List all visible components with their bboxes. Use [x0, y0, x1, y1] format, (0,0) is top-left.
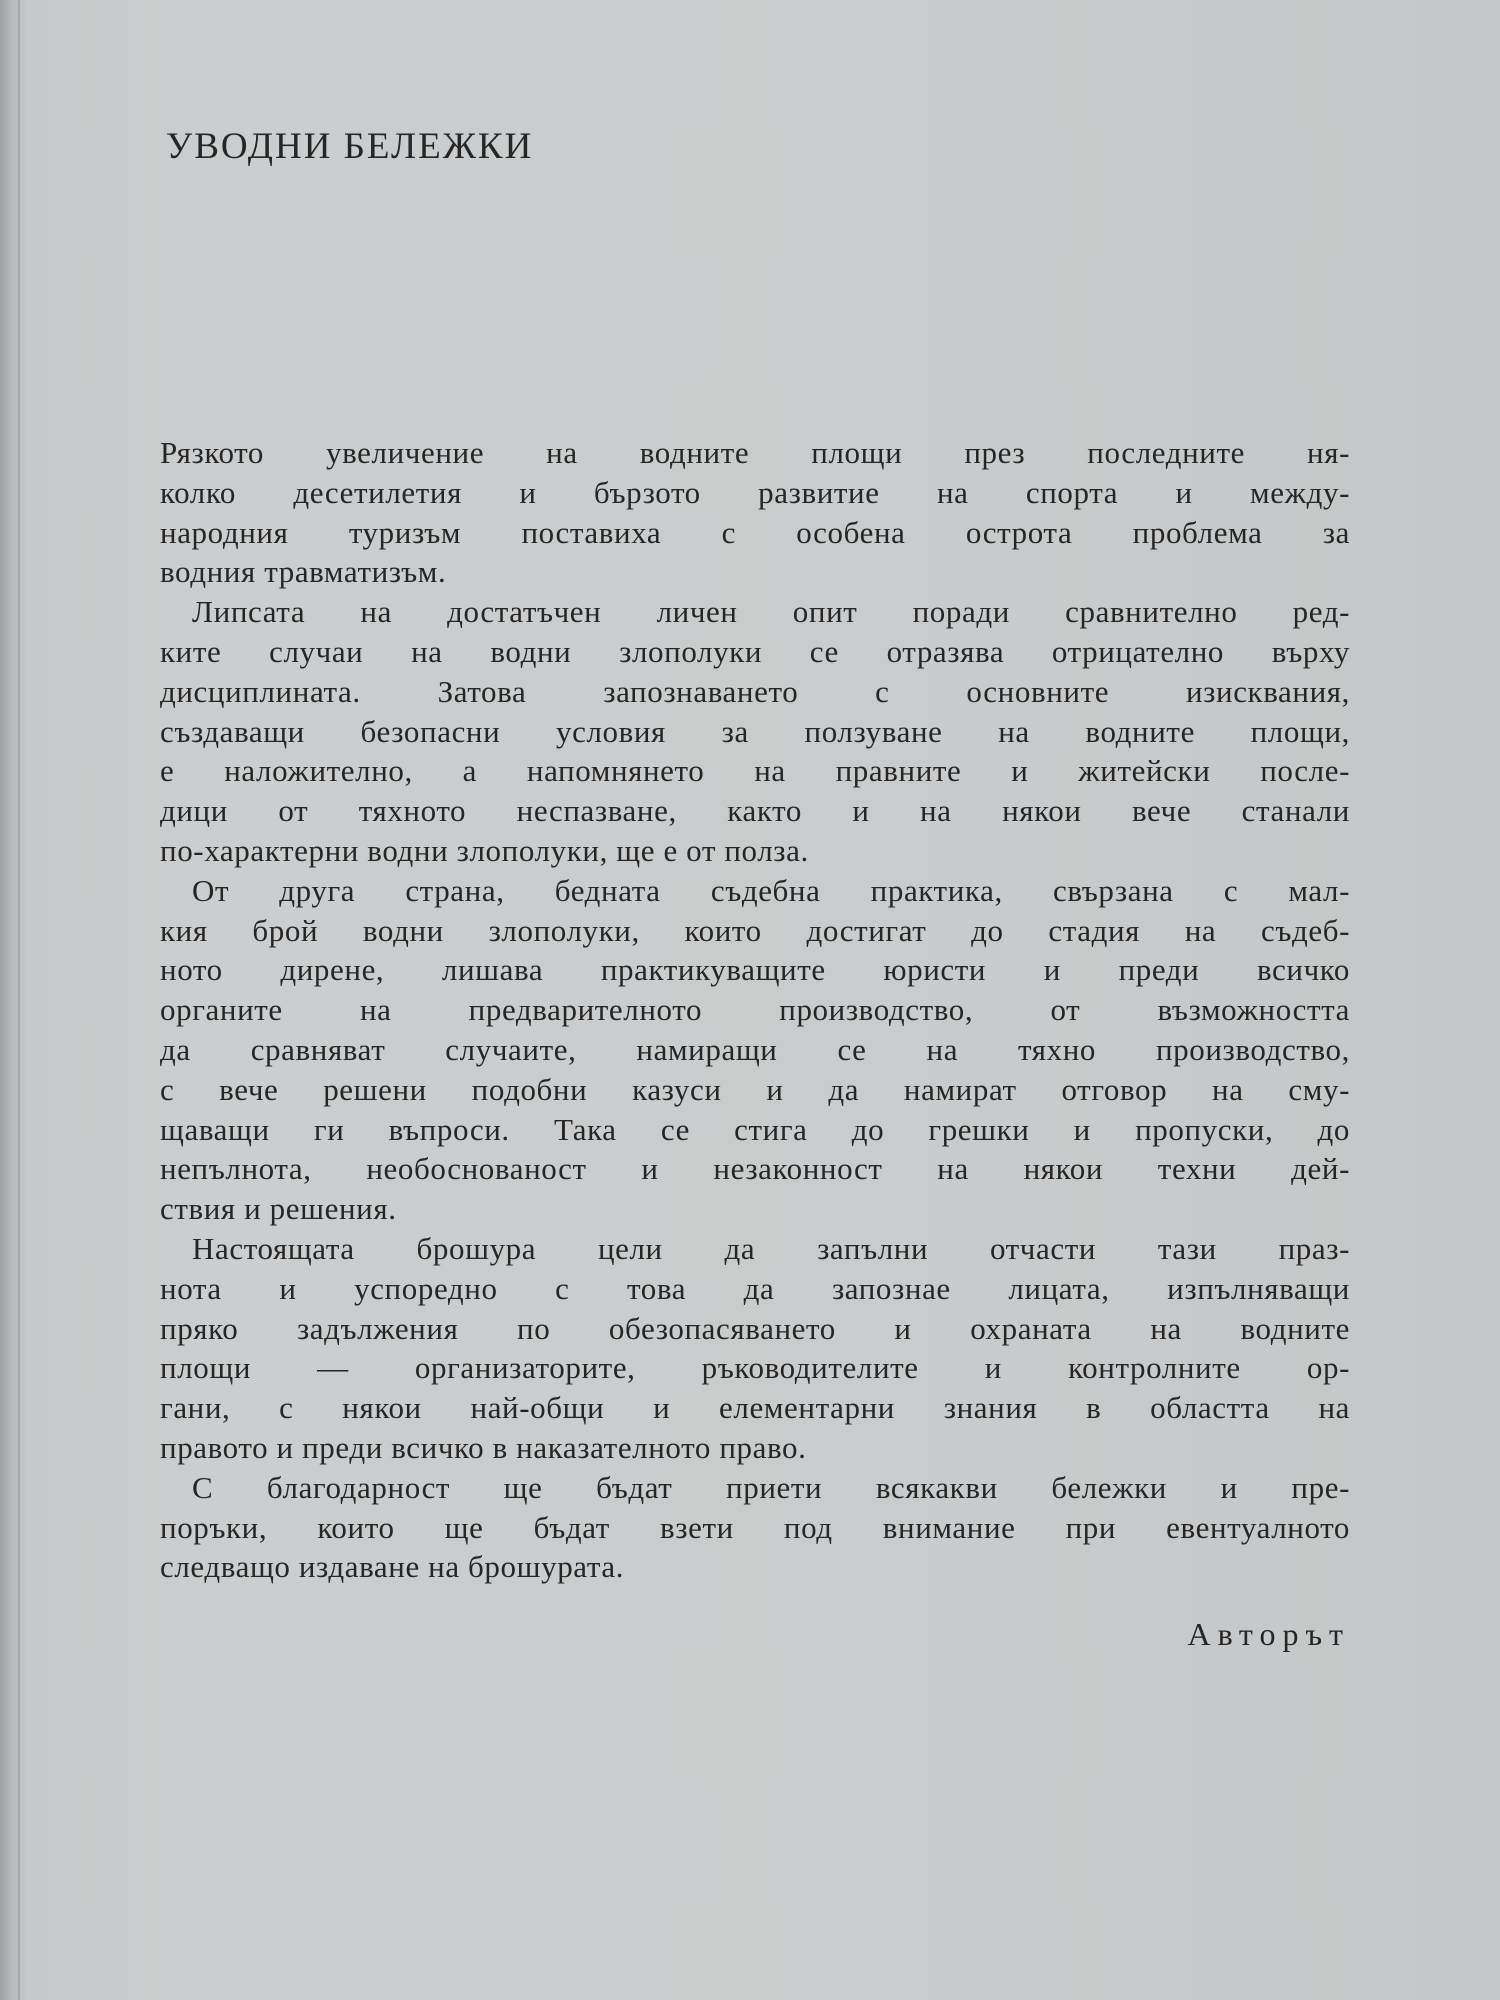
paragraph — [160, 871, 1350, 1229]
page-title: УВОДНИ БЕЛЕЖКИ — [166, 125, 534, 167]
page-binding-edge — [18, 0, 20, 2000]
text-line: Липсата на достатъчен личен опит поради сравнително ред- — [192, 594, 1350, 630]
body-text — [160, 433, 1350, 1587]
text-line: кия брой водни злополуки, които достигат до стадия на съдеб- — [160, 912, 1350, 948]
text-line: водния травматизъм. — [160, 554, 447, 590]
paragraph — [160, 592, 1350, 871]
text-line: правото и преди всичко в наказателното право. — [160, 1429, 807, 1465]
text-line: създаващи безопасни условия за ползуване на водните площи, — [160, 713, 1350, 749]
text-line: щаващи ги въпроси. Така се стига до грешки и пропуски, до — [160, 1111, 1350, 1147]
text-line: От друга страна, бедната съдебна практика, свързана с мал- — [192, 872, 1350, 908]
text-line: ките случаи на водни злополуки се отразява отрицателно върху — [160, 633, 1350, 669]
text-line: да сравняват случаите, намиращи се на тяхно производство, — [160, 1031, 1350, 1067]
text-line: пряко задължения по обезопасяването и охраната на водните — [160, 1310, 1350, 1346]
text-line: с вече решени подобни казуси и да намират отговор на сму- — [160, 1071, 1350, 1107]
text-line: поръки, които ще бъдат взети под внимание при евентуалното — [160, 1509, 1350, 1545]
text-line: по-характерни водни злополуки, ще е от полза. — [160, 832, 809, 868]
text-line: ното дирене, лишава практикуващите юристи и преди всичко — [160, 952, 1350, 988]
text-line: следващо издаване на брошурата. — [160, 1549, 625, 1585]
text-line: Рязкото увеличение на водните площи през последните ня- — [160, 435, 1350, 470]
text-line: дисциплината. Затова запознаването с основните изисквания, — [160, 673, 1350, 709]
author-signature: Авторът — [1187, 1616, 1350, 1652]
text-line: дици от тяхното неспазване, както и на някои вече станали — [160, 793, 1350, 829]
text-line: непълнота, необоснованост и незаконност на някои техни дей- — [160, 1151, 1350, 1187]
text-line: ствия и решения. — [160, 1191, 397, 1227]
paragraph — [160, 1468, 1350, 1587]
text-line: е наложително, а напомнянето на правните и житейски после- — [160, 753, 1350, 789]
paragraph — [160, 1229, 1350, 1468]
text-line: колко десетилетия и бързото развитие на спорта и между- — [160, 474, 1350, 510]
text-line: площи — организаторите, ръководителите и контролните ор- — [160, 1350, 1350, 1386]
text-line: С благодарност ще бъдат приети всякакви бележки и пре- — [192, 1469, 1350, 1505]
text-line: народния туризъм поставиха с особена острота проблема за — [160, 514, 1350, 550]
text-line: гани, с някои най-общи и елементарни знания в областта на — [160, 1390, 1350, 1426]
paragraph — [160, 433, 1350, 592]
text-line: Настоящата брошура цели да запълни отчасти тази праз- — [192, 1230, 1350, 1266]
text-line: нота и успоредно с това да запознае лицата, изпълняващи — [160, 1270, 1350, 1306]
text-line: органите на предварителното производство, от възможността — [160, 992, 1350, 1028]
